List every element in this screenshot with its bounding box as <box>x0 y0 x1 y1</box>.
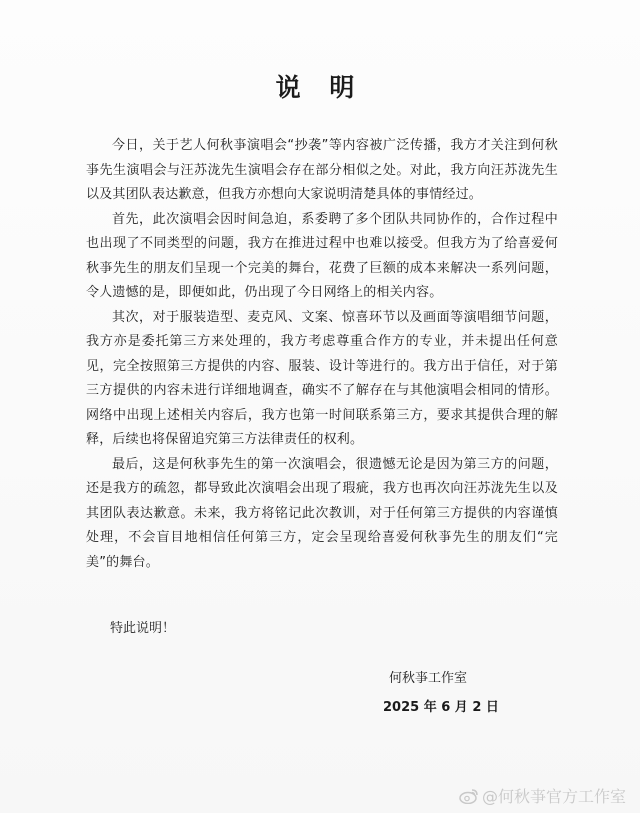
document-date: 2025 年 6 月 2 日 <box>383 700 499 715</box>
document-body <box>86 134 558 575</box>
weibo-icon <box>459 788 479 804</box>
watermark-text: @何秋亊官方工作室 <box>481 787 626 806</box>
document-title: 说 明 <box>275 73 365 102</box>
paragraph-second: 其次，对于服装造型、麦克风、文案、惊喜环节以及画面等演唱细节问题，我方亦是委托第三方来处理的，我方考虑尊重合作方的专业，并未提出任何意见，完全按照第三方提供的内容、服装、设计等进行的。我方出于信任，对于第三方提供的内容未进行详细地调查，确实不了解存在与其他演唱会相同的情形。网络中出现上述相关内容后，我方也第一时间联系第三方，要求其提供合理的解释，后续也将保留追究第三方法律责任的权利。 <box>86 309 558 447</box>
paragraph-intro: 今日，关于艺人何秋亊演唱会“抄袭”等内容被广泛传播，我方才关注到何秋亊先生演唱会与汪苏泷先生演唱会存在部分相似之处。对此，我方向汪苏泷先生以及其团队表达歉意，但我方亦想向大家说明清楚具体的事情经过。 <box>86 138 558 202</box>
closing-statement: 特此说明！ <box>110 621 176 636</box>
watermark <box>459 784 626 807</box>
paragraph-last: 最后，这是何秋亊先生的第一次演唱会，很遗憾无论是因为第三方的问题，还是我方的疏忽，都导致此次演唱会出现了瑕疵，我方也再次向汪苏泷先生以及其团队表达歉意。未来，我方将铭记此次教训，对于任何第三方提供的内容谨慎处理，不会盲目地相信任何第三方，定会呈现给喜爱何秋亊先生的朋友们“完美”的舞台。 <box>86 456 558 570</box>
paragraph-first: 首先，此次演唱会因时间急迫，系委聘了多个团队共同协作的，合作过程中也出现了不同类型的问题，我方在推进过程中也难以接受。但我方为了给喜爱何秋亊先生的朋友们呈现一个完美的舞台，花费了巨额的成本来解决一系列问题，令人遗憾的是，即便如此，仍出现了今日网络上的相关内容。 <box>86 211 558 300</box>
signature-studio: 何秋亊工作室 <box>389 671 468 686</box>
